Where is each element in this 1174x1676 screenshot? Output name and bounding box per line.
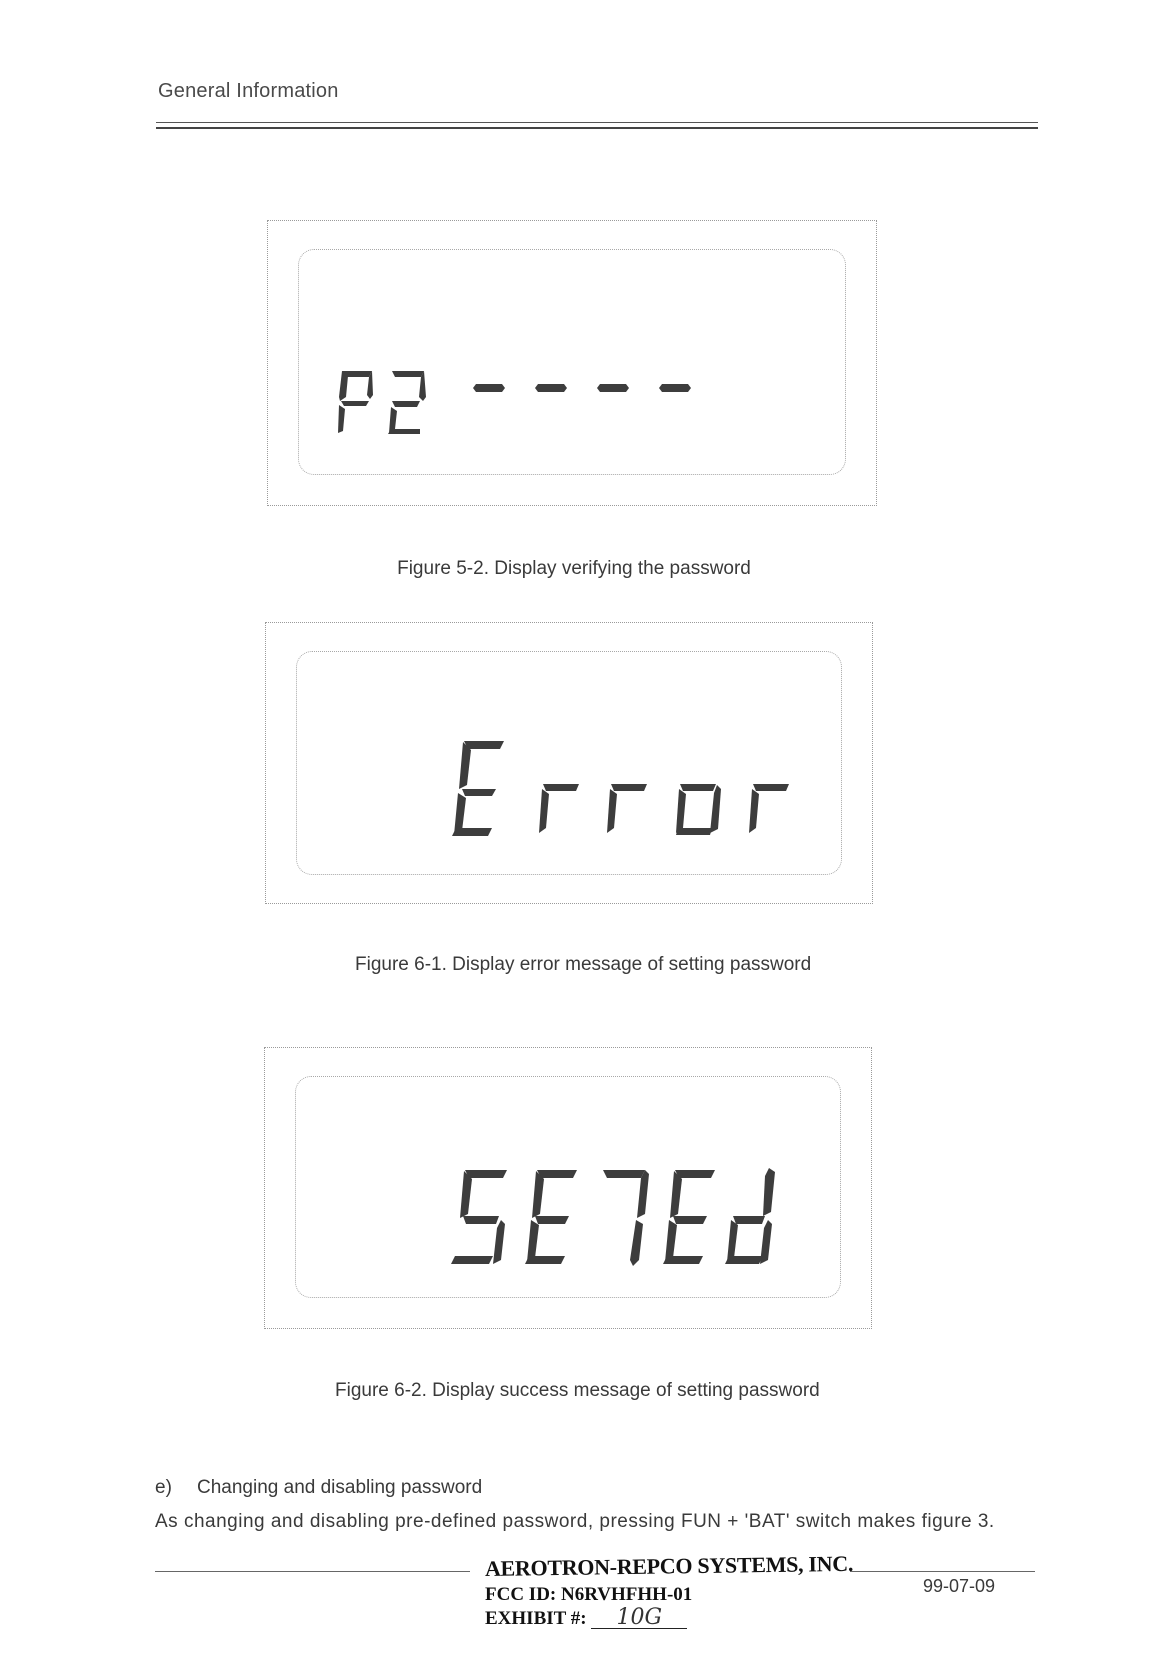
body-paragraph: As changing and disabling pre-defined password, pressing FUN + 'BAT' switch makes figure 3. (155, 1511, 995, 1532)
footer-block (484, 1550, 854, 1630)
header-rule (156, 122, 1038, 123)
figure-caption: Figure 5-2. Display verifying the password (397, 558, 751, 579)
header-rule-thick (156, 127, 1038, 129)
footer-exhibit-line (485, 1605, 853, 1630)
footer-rule-left (155, 1571, 470, 1572)
fcc-id: N6RVHFHH-01 (561, 1584, 693, 1605)
lcd-segment-readout-seted (265, 1048, 871, 1328)
lcd-display-figure-6-1 (265, 622, 873, 904)
footer-company-name: AEROTRON-REPCO SYSTEMS, INC. (484, 1550, 854, 1581)
lcd-segment-readout-error (266, 623, 872, 903)
section-heading (155, 1477, 482, 1499)
footer-date: 99-07-09 (923, 1576, 996, 1596)
figure-caption: Figure 6-2. Display success message of setting password (335, 1380, 820, 1401)
fcc-label: FCC ID: (485, 1584, 557, 1605)
footer-fcc-line (485, 1584, 853, 1606)
lcd-display-figure-6-2 (264, 1047, 872, 1329)
exhibit-label: EXHIBIT #: (485, 1608, 587, 1629)
page-header-title: General Information (158, 80, 339, 102)
exhibit-number: 10G (591, 1608, 687, 1629)
footer-rule-right (850, 1571, 1035, 1572)
figure-caption: Figure 6-1. Display error message of setting password (355, 954, 812, 975)
section-heading-text: Changing and disabling password (197, 1477, 483, 1498)
lcd-segment-readout-p2 (268, 221, 876, 505)
lcd-display-figure-5-2 (267, 220, 877, 506)
section-number: e) (155, 1477, 172, 1498)
